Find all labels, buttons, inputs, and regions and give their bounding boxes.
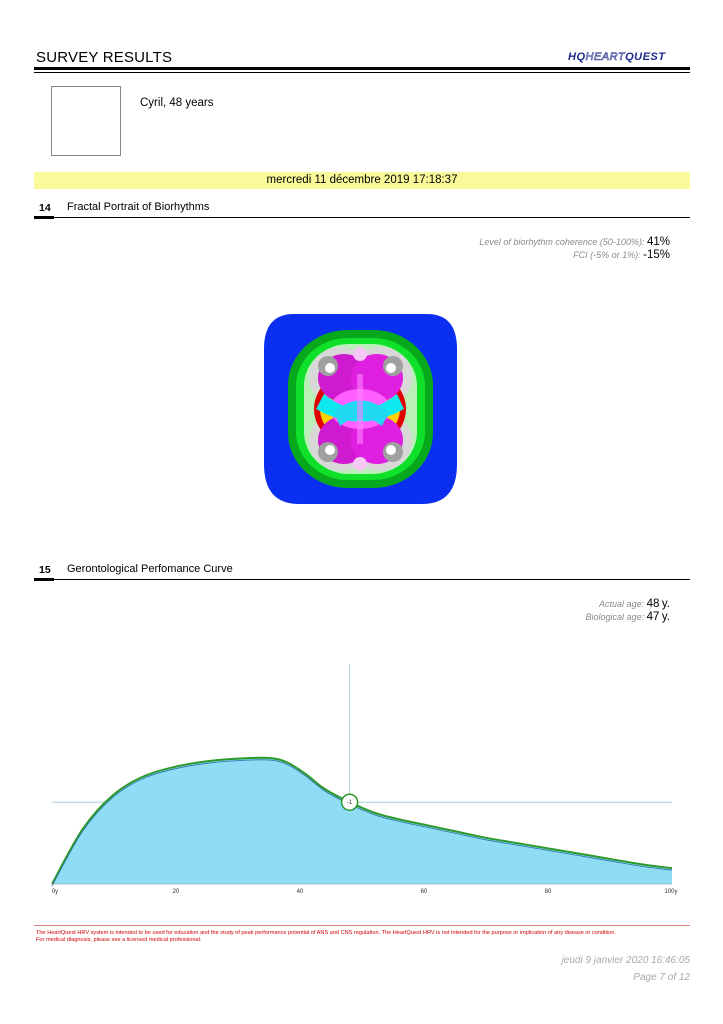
- actual-age-label: Actual age:: [599, 599, 645, 609]
- footer-rule: [34, 925, 690, 926]
- session-date-bar: mercredi 11 décembre 2019 17:18:37: [34, 172, 690, 189]
- section-14-title: Fractal Portrait of Biorhythms: [67, 201, 210, 213]
- actual-age-unit: y.: [661, 598, 670, 610]
- fci-label: FCI (-5% or 1%):: [573, 250, 641, 260]
- section-15-number: 15: [39, 564, 51, 576]
- logo-hq: HQ: [568, 51, 586, 63]
- biological-age-value: 47: [646, 611, 660, 623]
- x-axis-ticks: [52, 889, 678, 895]
- actual-age-value: 48: [646, 598, 660, 610]
- x-tick-label: 20: [172, 889, 180, 895]
- x-tick-label: 40: [296, 889, 304, 895]
- section-15-title: Gerontological Perfomance Curve: [67, 563, 233, 575]
- disclaimer-text-1: The HeartQuest HRV system is intended to be used for education and the study of peak performance potential of ANS and CNS regulation. The HeartQuest HRV is not intended for the purpose or implication of any disease or condition.: [36, 930, 616, 936]
- coherence-value: 41%: [646, 236, 670, 248]
- biological-age-label: Biological age:: [585, 612, 645, 622]
- section-14-number: 14: [39, 202, 51, 214]
- disclaimer-text-2: For medical diagnosis, please see a licensed medical professional.: [36, 937, 202, 943]
- coherence-label: Level of biorhythm coherence (50-100%):: [479, 237, 645, 247]
- x-tick-label: 60: [420, 889, 428, 895]
- fci-value: -15%: [643, 249, 670, 261]
- age-marker: [342, 794, 358, 810]
- print-date: jeudi 9 janvier 2020 16:46:05: [561, 955, 690, 966]
- x-tick-label: 100y: [664, 889, 678, 895]
- logo-heart: HEART: [585, 51, 626, 63]
- biological-age-unit: y.: [661, 611, 670, 623]
- patient-name-age: Cyril, 48 years: [140, 97, 214, 109]
- logo-quest: QUEST: [625, 51, 666, 63]
- age-marker-label: -1: [346, 800, 353, 807]
- page-number: Page 7 of 12: [633, 972, 690, 983]
- disclaimer: [36, 930, 686, 944]
- x-tick-label: 0y: [51, 889, 59, 895]
- x-tick-label: 80: [544, 889, 552, 895]
- report-title: SURVEY RESULTS: [36, 49, 173, 66]
